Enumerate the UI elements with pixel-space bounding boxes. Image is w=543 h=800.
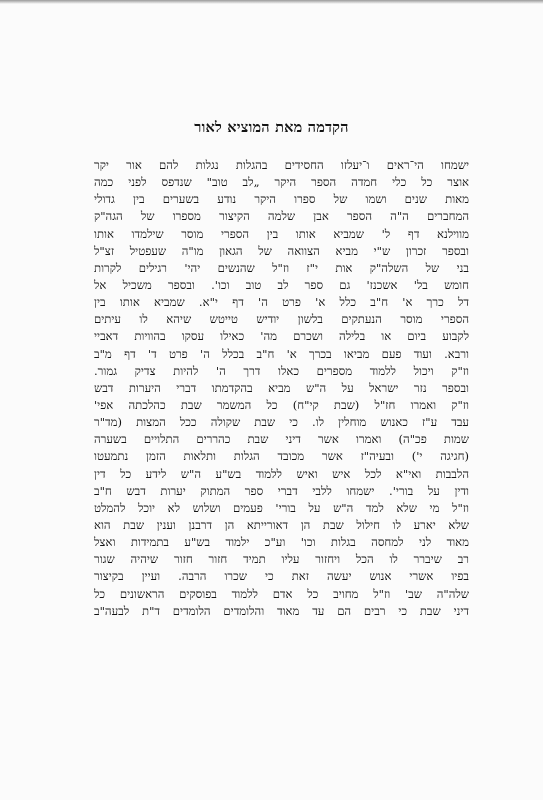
paragraph-line: ישמחו הי־ראים ו־יעלזו החסידים בהגלות נגלות להם אור יקר	[94, 158, 469, 172]
paragraph-line: דל כרך א' ח"ב כלל א' פרט ה' דף י"א. שמביא אותו בין	[94, 295, 469, 310]
paragraph-line: הלבבות ואי"א לכל איש ואיש ללמוד בש"ע ה"ש לידע כל דין	[94, 466, 469, 481]
paragraph-line: ובספר נזר ישראל על ה"ש מביא בהקדמתו דברי היערות דבש	[94, 380, 469, 395]
paragraph-line: לקבוע ביום או בלילה ושכרם מה' כאילו עסקו בהוויות דאביי	[94, 329, 469, 344]
paragraph-line: בפיו אשרי אנוש יעשה זאת כי שכרו הרבה. ועיין בקיצור	[94, 569, 469, 584]
page-title: הקדמה מאת המוציא לאור	[194, 119, 349, 136]
scan-edge-shadow	[0, 0, 543, 4]
paragraph-line: שלא יארע לו חילול שבת הן דאורייתא הן דרבנן וענין שבת הוא	[94, 517, 469, 532]
paragraph-line: עבד ע"ז כאנוש מוחלין לו. כי שבת שקולה ככל המצות (מד"ר	[94, 415, 469, 430]
paragraph-line: חומש בל' אשכנז' גם ספר לב טוב וכו'. ובספר משכיל אל	[94, 277, 469, 292]
paragraph-line: שמות פכ"ה) ואמרו אשר דיני שבת כהררים התלויים בשערה	[94, 432, 469, 447]
paragraph-line: רב שיברר לו הכל ויחזור עליו תמיד חזור חזור שיהיה שגור	[94, 552, 469, 567]
paragraph-line: וז"ק ואמרו חז"ל (שבת קי"ח) כל המשמר שבת כהלכתה אפי'	[94, 397, 469, 412]
paragraph-line: שלה"ה שב' וז"ל מחויב כל אדם ללמוד בפוסקים הראשונים כל	[94, 586, 469, 601]
paragraph-line: אוצר כל כלי חמדה הספר היקר „לב טוב" שנדפס לפני כמה	[94, 175, 469, 190]
paragraph-line: מאוד לני למחסה בגלות וכו' וע"כ ילמוד בש"ע בתמידות ואצל	[94, 535, 469, 550]
body-paragraph	[94, 157, 469, 620]
paragraph-line: ובספר זכרון ש"י מביא הצוואה של הגאון מו"ה שעפטיל זצ"ל	[94, 243, 469, 258]
paragraph-line: וז"ק ויכול ללמוד מספרים כאלו דרך ה' להיות צדיק גמור.	[94, 363, 469, 378]
paragraph-line: הספרי מוסר הנעתקים בלשון יודיש טייטש שיהא לו עיתים	[94, 312, 469, 327]
paragraph-line: מווילנא דף ל' שמביא אותו בין הספרי מוסר שילמדו אותו	[94, 226, 469, 241]
paragraph-line: (חגיגה י') ובעיה"ז אשר מכובד הגלות ותלאות הזמן נתמעטו	[94, 449, 469, 464]
paragraph-line: ורבא. ועוד פעם מביאו בכרך א' ח"ב בכלל ה' פרט ד' דף מ"ב	[94, 346, 469, 361]
paragraph-line: דיני שבת כי רבים הם עד מאוד והלומדים הלומדים ד"ת לבעה"ב	[94, 603, 469, 618]
paragraph-line: המחברים ה"ה הספר אבן שלמה הקיצור מספרו של הגה"ק	[94, 209, 469, 224]
paragraph-line: בני של השלה"ק אות י"ז וז"ל שהנשים יהי' רגילים לקרות	[94, 260, 469, 275]
paragraph-line: מאות שנים ושמו של ספרו היקר נודע בשערים בין גדולי	[94, 192, 469, 207]
paragraph-line: וז"ל מי שלא למד ה"ש על בורי' פעמים ושלוש לא יוכל להמלט	[94, 500, 469, 515]
paragraph-line: ודין על בורי'. ישמחו ללבי דברי ספר המתוק יערות דבש ח"ב	[94, 483, 469, 498]
